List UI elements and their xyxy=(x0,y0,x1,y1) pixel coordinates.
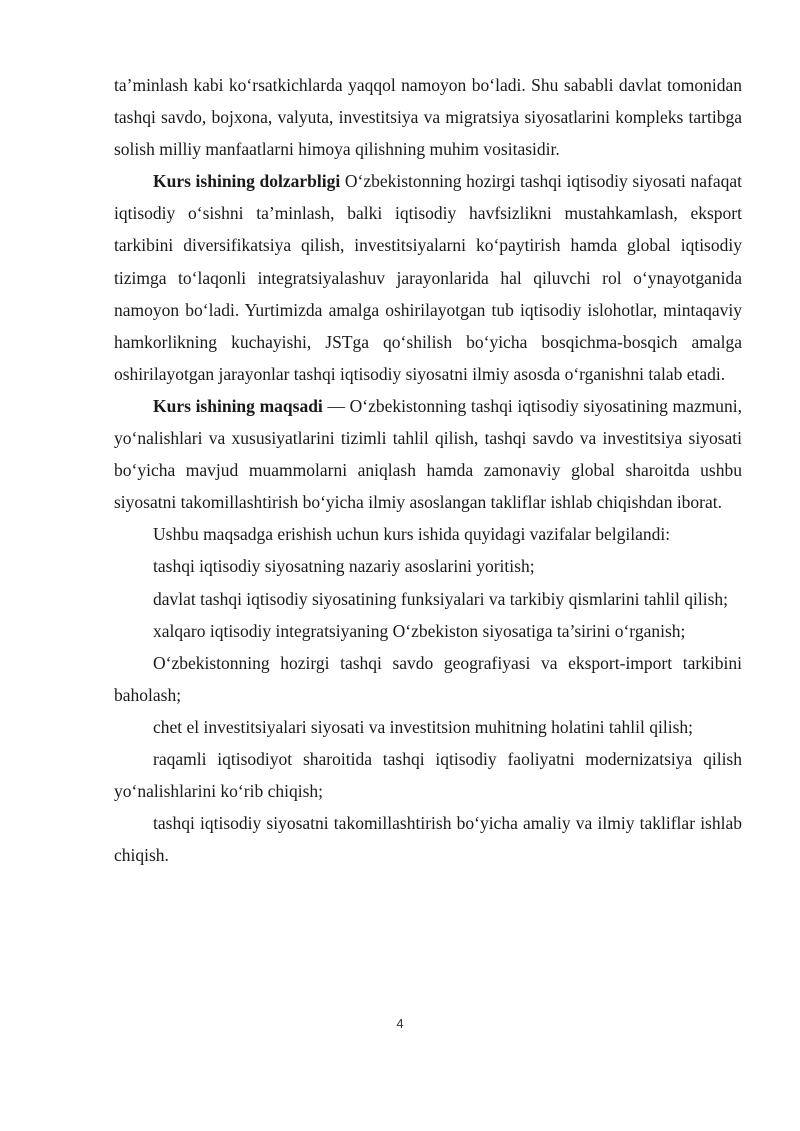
task-item: chet el investitsiyalari siyosati va investitsion muhitning holatini tahlil qilish; xyxy=(153,716,694,737)
document-page xyxy=(114,69,742,871)
relevance-heading: Kurs ishining dolzarbligi xyxy=(153,171,341,192)
paragraph-tasks-intro: Ushbu maqsadga erishish uchun kurs ishida quyidagi vazifalar belgilandi: xyxy=(153,524,671,545)
relevance-text: O‘zbekistonning hozirgi tashqi iqtisodiy siyosati nafaqat iqtisodiy o‘sishni ta’minlash, balki iqtisodiy havfsizlikni mustahkamlash, eksport tarkibini diversifikatsiya qilish, investitsiyalarni ko‘paytirish hamda global iqtisodiy tizimga to‘laqonli integratsiyalashuv jarayonlarida hal qiluvchi rol o‘ynayotganida namoyon bo‘ladi. Yurtimizda amalga oshirilayotgan tub iqtisodiy islohotlar, mintaqaviy hamkorlikning kuchayishi, JSTga qo‘shilish bo‘yicha bosqichma-bosqich amalga oshirilayotgan jarayonlar tashqi iqtisodiy siyosatni ilmiy asosda o‘rganishni talab etadi. xyxy=(114,171,742,384)
paragraph-relevance xyxy=(114,165,742,390)
task-item: xalqaro iqtisodiy integratsiyaning O‘zbekiston siyosatiga ta’sirini o‘rganish; xyxy=(153,620,686,641)
goal-text: — O‘zbekistonning tashqi iqtisodiy siyosatining mazmuni, yo‘nalishlari va xususiyatlarini tizimli tahlil qilish, tashqi savdo va investitsiya siyosati bo‘yicha mavjud muammolarni aniqlash hamda zamonaviy global sharoitda ushbu siyosatni takomillashtirish bo‘yicha ilmiy asoslangan takliflar ishlab chiqishdan iborat. xyxy=(114,395,742,513)
paragraph-intro-continuation: ta’minlash kabi ko‘rsatkichlarda yaqqol namoyon bo‘ladi. Shu sababli davlat tomonidan tashqi savdo, bojxona, valyuta, investitsiya va migratsiya siyosatlarini kompleks tartibga solish milliy manfaatlarni himoya qilishning muhim vositasidir. xyxy=(114,75,742,160)
page-number: 4 xyxy=(396,1016,404,1031)
goal-heading: Kurs ishining maqsadi xyxy=(153,395,323,416)
paragraph-goal xyxy=(114,390,742,518)
task-item: O‘zbekistonning hozirgi tashqi savdo geografiyasi va eksport-import tarkibini baholash; xyxy=(114,652,742,705)
task-item: raqamli iqtisodiyot sharoitida tashqi iqtisodiy faoliyatni modernizatsiya qilish yo‘nalishlarini ko‘rib chiqish; xyxy=(114,748,742,802)
task-item: tashqi iqtisodiy siyosatning nazariy asoslarini yoritish; xyxy=(153,556,535,577)
task-item: davlat tashqi iqtisodiy siyosatining funksiyalari va tarkibiy qismlarini tahlil qilish; xyxy=(153,588,729,609)
task-item: tashqi iqtisodiy siyosatni takomillashtirish bo‘yicha amaliy va ilmiy takliflar ishlab chiqish. xyxy=(114,813,742,866)
